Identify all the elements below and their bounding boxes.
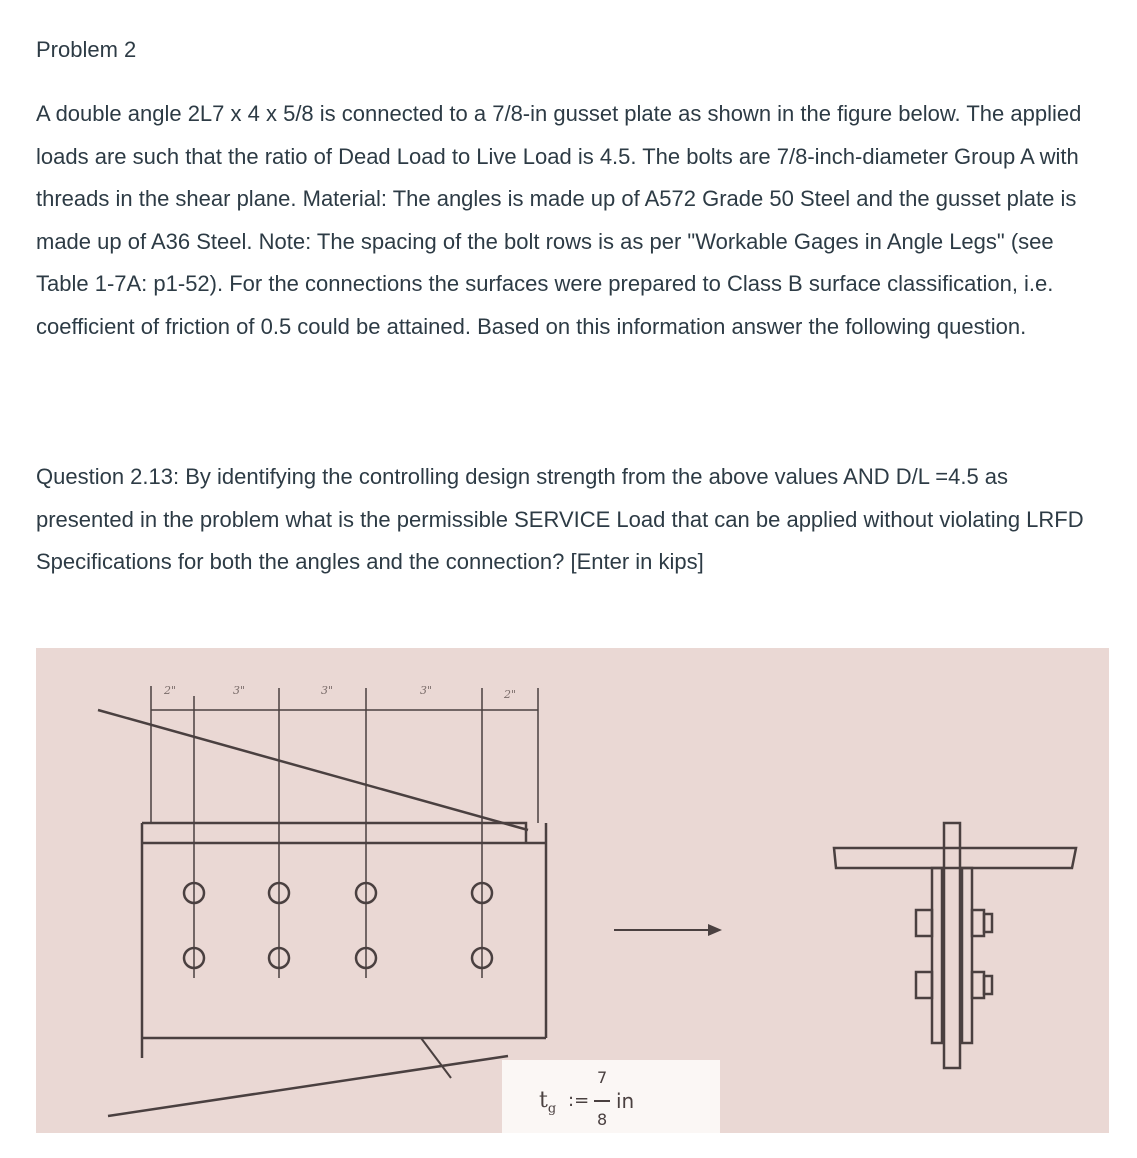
load-arrow-head xyxy=(708,924,722,936)
angle-flange-section xyxy=(834,848,1076,868)
angle-leg-right xyxy=(962,868,972,1043)
problem-description: A double angle 2L7 x 4 x 5/8 is connected to a 7/8-in gusset plate as shown in the figure below. The applied loads are such that the ratio of Dead Load to Live Load is 4.5. The bolts are 7/8-inch-diameter Group A with threads in the shear plane. Material: The angles is made up of A572 Grade 50 Steel and the gusset plate is made up of A36 Steel. Note: The spacing of the bolt rows is as per "Workable Gages in Angle Legs" (see Table 1-7A: p1-52). For the connections the surfaces were prepared to Class B surface classification, i.e. coefficient of friction of 0.5 could be attained. Based on this information answer the following question. xyxy=(36,101,1082,339)
bolt-head-tip xyxy=(984,976,992,994)
dimension-label: 2" xyxy=(504,688,517,701)
gusset-edge-top xyxy=(98,710,528,830)
dimension-label: 2" xyxy=(164,684,177,697)
gusset-section xyxy=(944,823,960,1068)
bolt-head xyxy=(972,972,984,998)
dimension-label: 3" xyxy=(321,684,334,697)
dimension-label: 3" xyxy=(233,684,246,697)
problem-title: Problem 2 xyxy=(36,37,137,62)
angle-leg-left xyxy=(932,868,942,1043)
equation-denominator: 8 xyxy=(597,1110,608,1129)
equation-subscript: g xyxy=(547,1101,557,1117)
equation-unit: in xyxy=(616,1089,635,1113)
equation-symbol xyxy=(539,1088,556,1116)
angle-top-edge xyxy=(142,823,526,843)
bolt-nut xyxy=(916,972,932,998)
connection-figure xyxy=(36,648,1109,1133)
question-text: Question 2.13: By identifying the controlling design strength from the above values AND D/L =4.5 as presented in the problem what is the permissible SERVICE Load that can be applied without violating LRFD Specifications for both the angles and the connection? [Enter in kips] xyxy=(36,464,1084,574)
gusset-edge-inner xyxy=(421,1038,451,1078)
dimension-label: 3" xyxy=(420,684,433,697)
gusset-edge-bottom xyxy=(108,1056,508,1116)
equation-variable: t xyxy=(539,1088,548,1113)
equation-box xyxy=(502,1060,720,1133)
bolt-nut xyxy=(916,910,932,936)
bolt-head-tip xyxy=(984,914,992,932)
fraction-bar xyxy=(594,1100,610,1102)
bolt-head xyxy=(972,910,984,936)
equation-numerator: 7 xyxy=(597,1068,608,1087)
equation-assign: := xyxy=(568,1090,590,1111)
